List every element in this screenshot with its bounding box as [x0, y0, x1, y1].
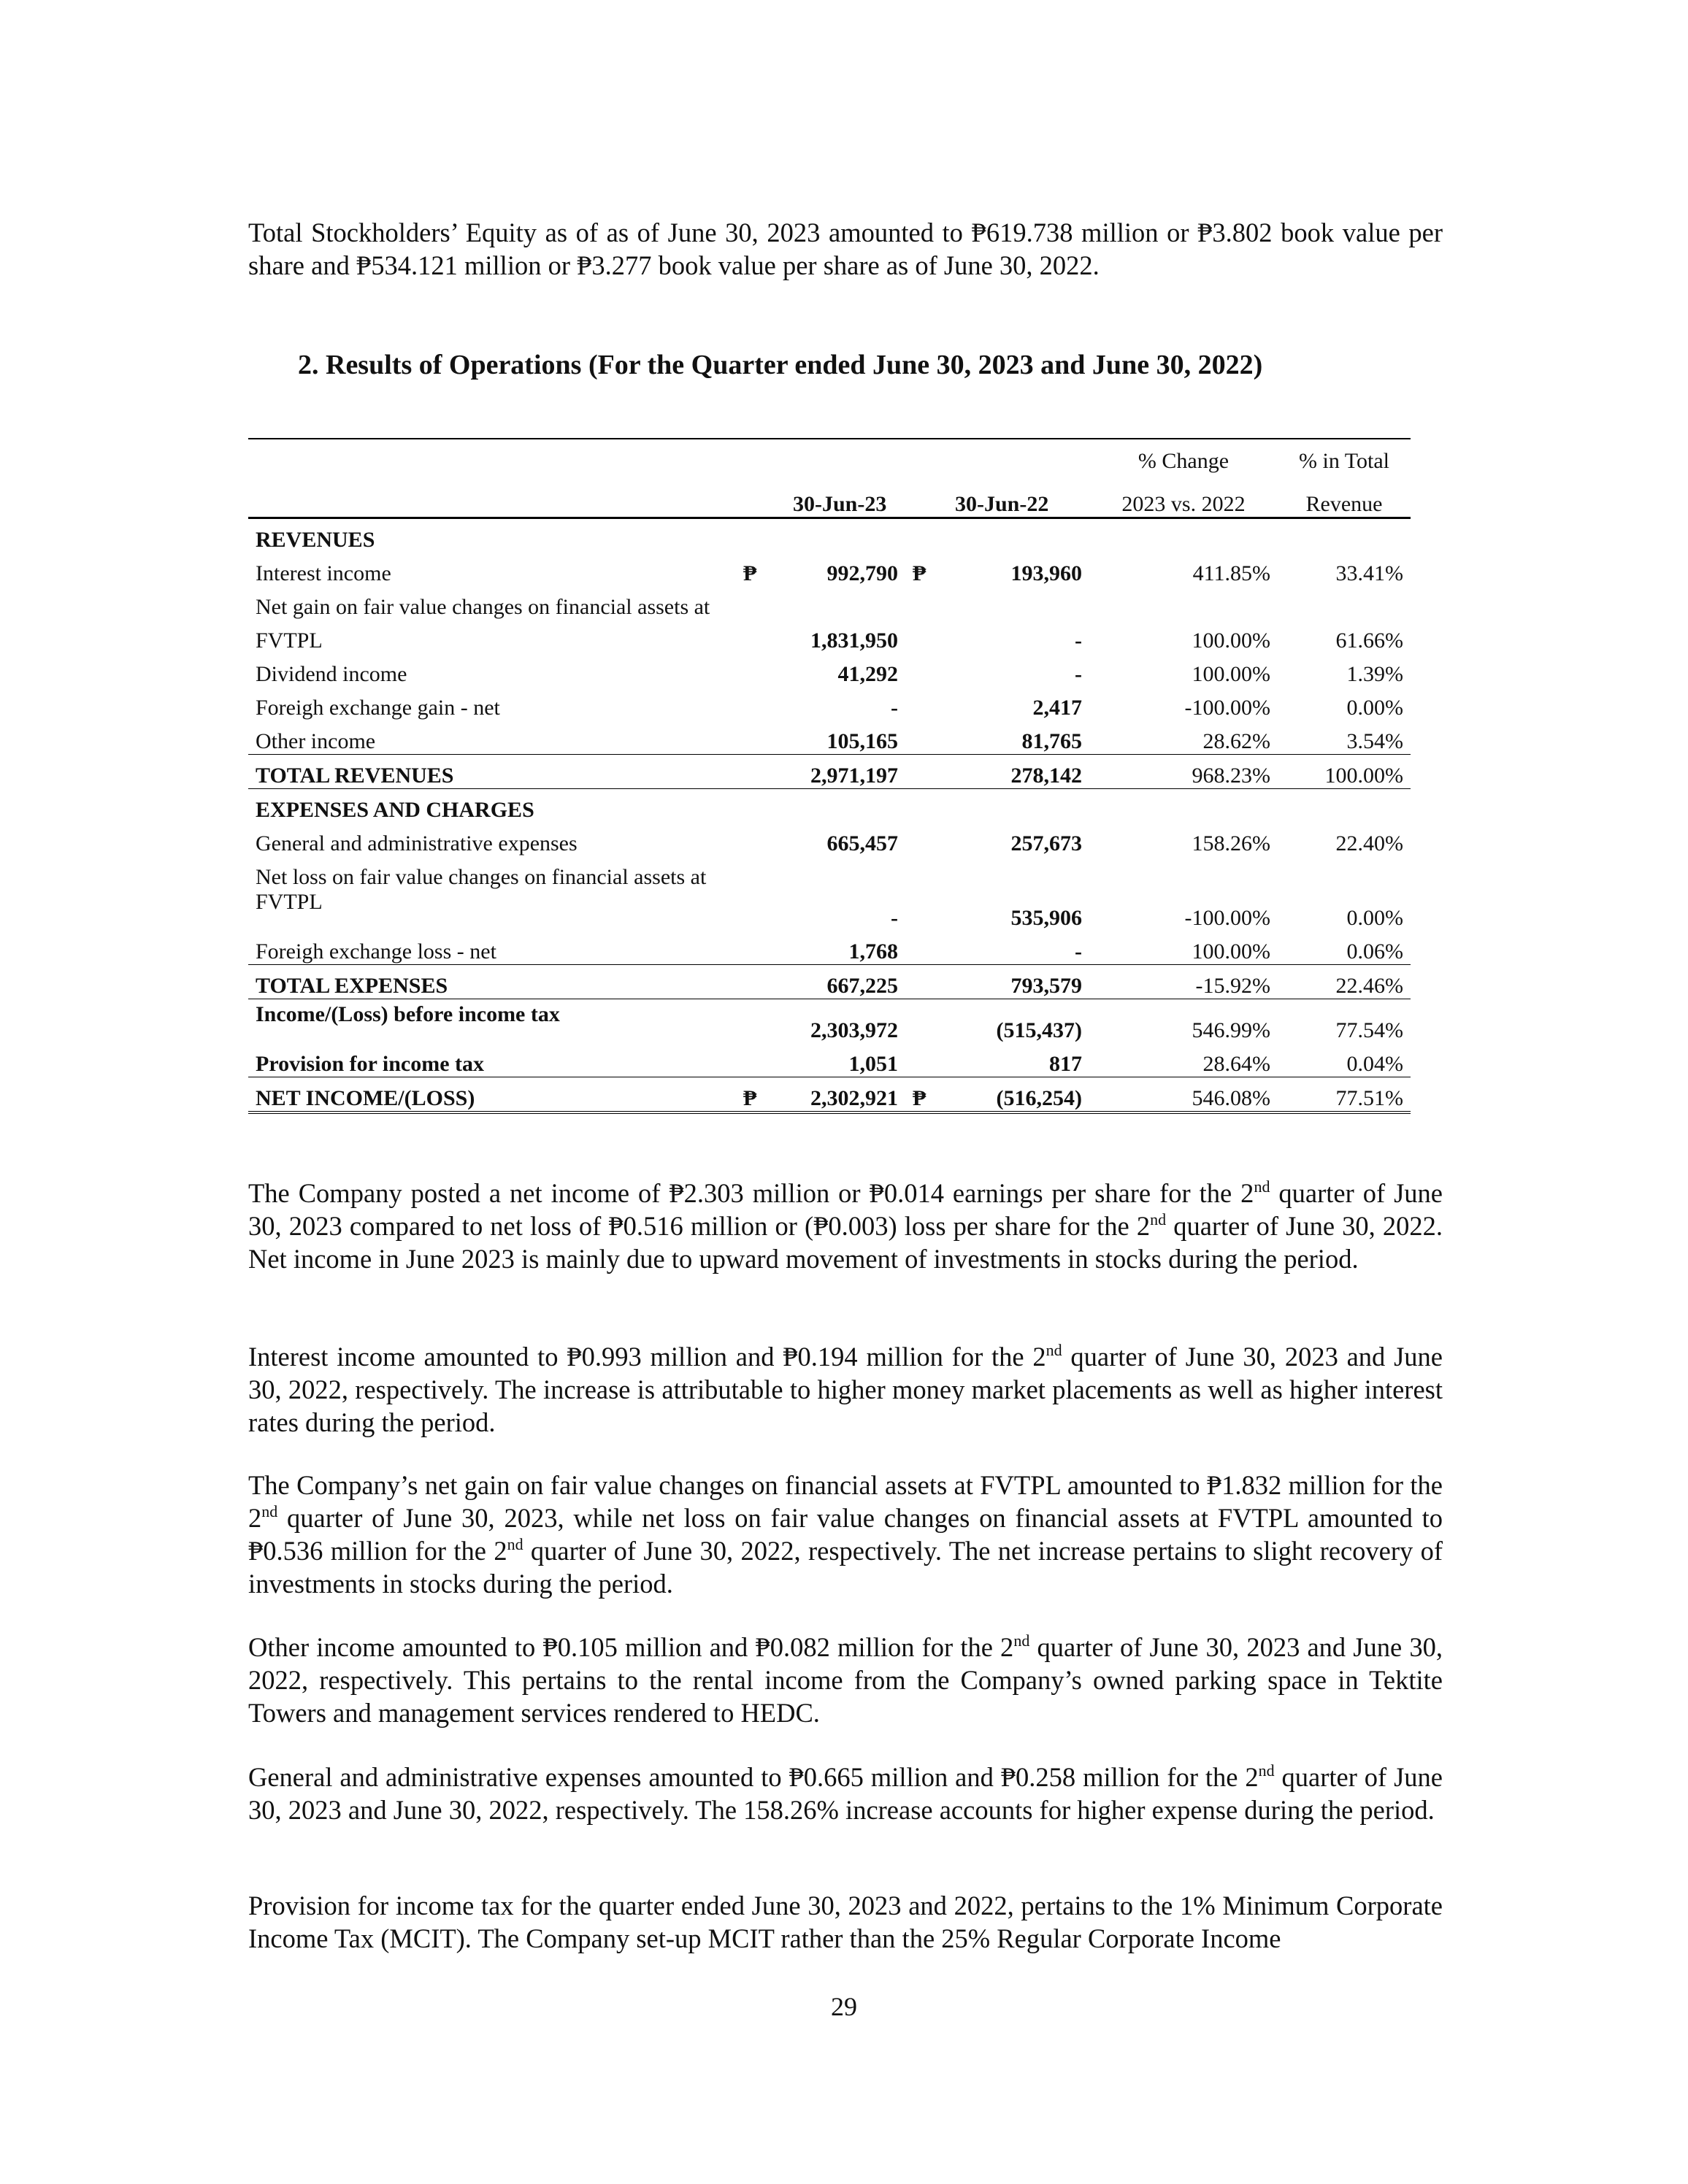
- percent-change: 100.00%: [1192, 628, 1270, 653]
- value-2023: 2,303,972: [810, 1018, 898, 1042]
- text-segment: quarter of June 30, 2023 compared to net loss of ₱0.516 million or (₱0.003) loss per share for the 2: [248, 1178, 1443, 1241]
- header-change-line1: % Change: [1138, 449, 1229, 473]
- interest-income-paragraph: [248, 1340, 1443, 1439]
- row-label: Dividend income: [256, 662, 407, 686]
- table-row: [248, 856, 1411, 890]
- value-2022: 793,579: [935, 965, 1089, 999]
- text-segment: quarter of June 30, 2022. Net income in June 2023 is mainly due to upward movement of investments in stocks during the period.: [248, 1211, 1443, 1274]
- table-header-row-2: [248, 480, 1411, 518]
- percent-change: 28.62%: [1089, 720, 1278, 755]
- value-2023: 1,831,950: [810, 628, 898, 653]
- row-label: Provision for income tax: [248, 1043, 736, 1077]
- value-2023: 1,051: [765, 1043, 905, 1077]
- percent-change: 546.99%: [1192, 1018, 1270, 1042]
- table-row: [248, 653, 1411, 687]
- expenses-section-label: EXPENSES AND CHARGES: [256, 798, 534, 822]
- revenues-section-row: [248, 518, 1411, 553]
- net-income-row: [248, 1077, 1411, 1113]
- equity-paragraph: Total Stockholders’ Equity as of as of June 30, 2023 amounted to ₱619.738 million or ₱3.802 book value per share and ₱534.121 million or ₱3.277 book value per share as of June 30, 2022.: [248, 218, 1443, 280]
- value-2023: 105,165: [765, 720, 905, 755]
- percent-change: 28.64%: [1089, 1043, 1278, 1077]
- table-row: [248, 720, 1411, 755]
- percent-of-revenue: 100.00%: [1278, 755, 1411, 789]
- table-row: [248, 586, 1411, 620]
- value-2023: 665,457: [826, 831, 898, 855]
- income-before-tax-row: [248, 999, 1411, 1044]
- text-segment: Other income amounted to ₱0.105 million and ₱0.082 million for the 2: [248, 1632, 1014, 1662]
- percent-of-revenue: 61.66%: [1335, 628, 1403, 653]
- percent-change: 968.23%: [1089, 755, 1278, 789]
- revenues-section-label: REVENUES: [256, 528, 375, 552]
- value-2023: 41,292: [837, 662, 898, 686]
- percent-of-revenue: 1.39%: [1346, 662, 1403, 686]
- percent-change: 100.00%: [1089, 931, 1278, 965]
- section-heading: 2. Results of Operations (For the Quarter ended June 30, 2023 and June 30, 2022): [298, 350, 1263, 380]
- currency-symbol: ₱: [913, 561, 927, 585]
- percent-change: 546.08%: [1089, 1077, 1278, 1113]
- percent-of-revenue: 33.41%: [1335, 561, 1403, 585]
- text-segment: quarter of June 30, 2022, respectively. The net increase pertains to slight recovery of investments in stocks during the period.: [248, 1536, 1443, 1599]
- value-2023: 2,971,197: [765, 755, 905, 789]
- percent-of-revenue: 77.54%: [1335, 1018, 1403, 1042]
- header-30-jun-23: 30-Jun-23: [765, 480, 935, 518]
- value-2022: 257,673: [1010, 831, 1082, 855]
- header-30-jun-22: 30-Jun-22: [935, 480, 1089, 518]
- ordinal-suffix: nd: [507, 1535, 523, 1553]
- total-revenues-row: [248, 755, 1411, 789]
- text-segment: The Company’s net gain on fair value changes on financial assets at FVTPL amounted to ₱1.832 million for the 2: [248, 1470, 1443, 1533]
- value-2022: 2,417: [1032, 696, 1082, 720]
- percent-of-revenue: 22.40%: [1335, 831, 1403, 855]
- ordinal-suffix: nd: [1254, 1177, 1270, 1196]
- row-label: Foreigh exchange loss - net: [248, 931, 736, 965]
- value-2023: 2,302,921: [765, 1077, 905, 1113]
- row-label: Net gain on fair value changes on financial assets at: [256, 595, 710, 619]
- table-row: [248, 553, 1411, 586]
- ordinal-suffix: nd: [1013, 1631, 1030, 1650]
- text-segment: General and administrative expenses amounted to ₱0.665 million and ₱0.258 million for the 2: [248, 1762, 1259, 1792]
- row-label: NET INCOME/(LOSS): [248, 1077, 736, 1113]
- ordinal-suffix: nd: [1046, 1341, 1062, 1359]
- table-row: [248, 890, 1411, 931]
- provision-paragraph: Provision for income tax for the quarter ended June 30, 2023 and 2022, pertains to the 1% Minimum Corporate Income Tax (MCIT). The Company set-up MCIT rather than the 25% Regular Corporate Income: [248, 1891, 1443, 1953]
- general-admin-paragraph: [248, 1761, 1443, 1826]
- value-2023: -: [891, 906, 898, 930]
- value-2022: (515,437): [996, 1018, 1082, 1042]
- percent-change: 100.00%: [1192, 662, 1270, 686]
- value-2023: 992,790: [826, 561, 898, 585]
- value-2022: -: [1075, 628, 1082, 653]
- text-segment: quarter of June 30, 2023 and June 30, 2022, respectively. This pertains to the rental income from the Company’s owned parking space in Tektite Towers and management services rendered to HEDC.: [248, 1632, 1443, 1728]
- text-segment: The Company posted a net income of ₱2.303 million or ₱0.014 earnings per share for the 2: [248, 1178, 1254, 1208]
- currency-symbol: ₱: [905, 1077, 935, 1113]
- row-label: Net loss on fair value changes on financial assets at: [256, 865, 707, 889]
- currency-symbol: ₱: [743, 561, 757, 585]
- text-segment: quarter of June 30, 2023 and June 30, 2022, respectively. The 158.26% increase accounts for higher expense during the period.: [248, 1762, 1443, 1825]
- value-2022: (516,254): [935, 1077, 1089, 1113]
- value-2023: -: [891, 696, 898, 720]
- row-label: FVTPL: [256, 890, 323, 914]
- results-of-operations-table: [248, 438, 1411, 1114]
- table-row: [248, 931, 1411, 965]
- value-2022: -: [1075, 662, 1082, 686]
- row-label: Interest income: [256, 561, 391, 585]
- other-income-paragraph: [248, 1631, 1443, 1729]
- percent-of-revenue: 77.51%: [1278, 1077, 1411, 1113]
- percent-change: -100.00%: [1184, 906, 1270, 930]
- text-segment: Interest income amounted to ₱0.993 million and ₱0.194 million for the 2: [248, 1342, 1046, 1372]
- percent-of-revenue: 3.54%: [1278, 720, 1411, 755]
- percent-change: -15.92%: [1089, 965, 1278, 999]
- table-row: [248, 620, 1411, 653]
- percent-of-revenue: 0.06%: [1278, 931, 1411, 965]
- total-expenses-row: [248, 965, 1411, 999]
- percent-of-revenue: 0.00%: [1346, 696, 1403, 720]
- table-row: [248, 687, 1411, 720]
- ordinal-suffix: nd: [1258, 1761, 1275, 1780]
- expenses-section-row: [248, 789, 1411, 823]
- row-label: Foreigh exchange gain - net: [256, 696, 500, 720]
- row-label: Other income: [248, 720, 736, 755]
- value-2022: 193,960: [1010, 561, 1082, 585]
- page-number: 29: [831, 1992, 857, 2021]
- value-2023: 1,768: [765, 931, 905, 965]
- table-row: [248, 823, 1411, 856]
- net-income-paragraph: [248, 1177, 1443, 1275]
- text-segment: quarter of June 30, 2023 and June 30, 2022, respectively. The increase is attributable to higher money market placements as well as higher interest rates during the period.: [248, 1342, 1443, 1437]
- value-2023: 667,225: [765, 965, 905, 999]
- currency-symbol: ₱: [736, 1077, 765, 1113]
- value-2022: -: [935, 931, 1089, 965]
- fvtpl-paragraph: [248, 1469, 1443, 1600]
- row-label: TOTAL EXPENSES: [248, 965, 736, 999]
- header-share-line1: % in Total: [1299, 449, 1389, 473]
- percent-change: 411.85%: [1192, 561, 1270, 585]
- percent-change: -100.00%: [1184, 696, 1270, 720]
- value-2022: 81,765: [935, 720, 1089, 755]
- header-share-line2: Revenue: [1278, 480, 1411, 518]
- ordinal-suffix: nd: [261, 1502, 278, 1520]
- provision-tax-row: [248, 1043, 1411, 1077]
- value-2022: 817: [935, 1043, 1089, 1077]
- table-header-row-1: [248, 442, 1411, 480]
- percent-of-revenue: 0.04%: [1278, 1043, 1411, 1077]
- row-label: TOTAL REVENUES: [248, 755, 736, 789]
- row-label: General and administrative expenses: [256, 831, 578, 855]
- value-2022: 278,142: [935, 755, 1089, 789]
- row-label: Income/(Loss) before income tax: [256, 1002, 560, 1026]
- percent-of-revenue: 0.00%: [1346, 906, 1403, 930]
- ordinal-suffix: nd: [1150, 1210, 1167, 1228]
- value-2022: 535,906: [1010, 906, 1082, 930]
- percent-of-revenue: 22.46%: [1278, 965, 1411, 999]
- text-segment: quarter of June 30, 2023, while net loss on fair value changes on financial assets at FVTPL amounted to ₱0.536 million for the 2: [248, 1503, 1443, 1566]
- percent-change: 158.26%: [1192, 831, 1270, 855]
- header-change-line2: 2023 vs. 2022: [1089, 480, 1278, 518]
- row-label: FVTPL: [256, 628, 323, 653]
